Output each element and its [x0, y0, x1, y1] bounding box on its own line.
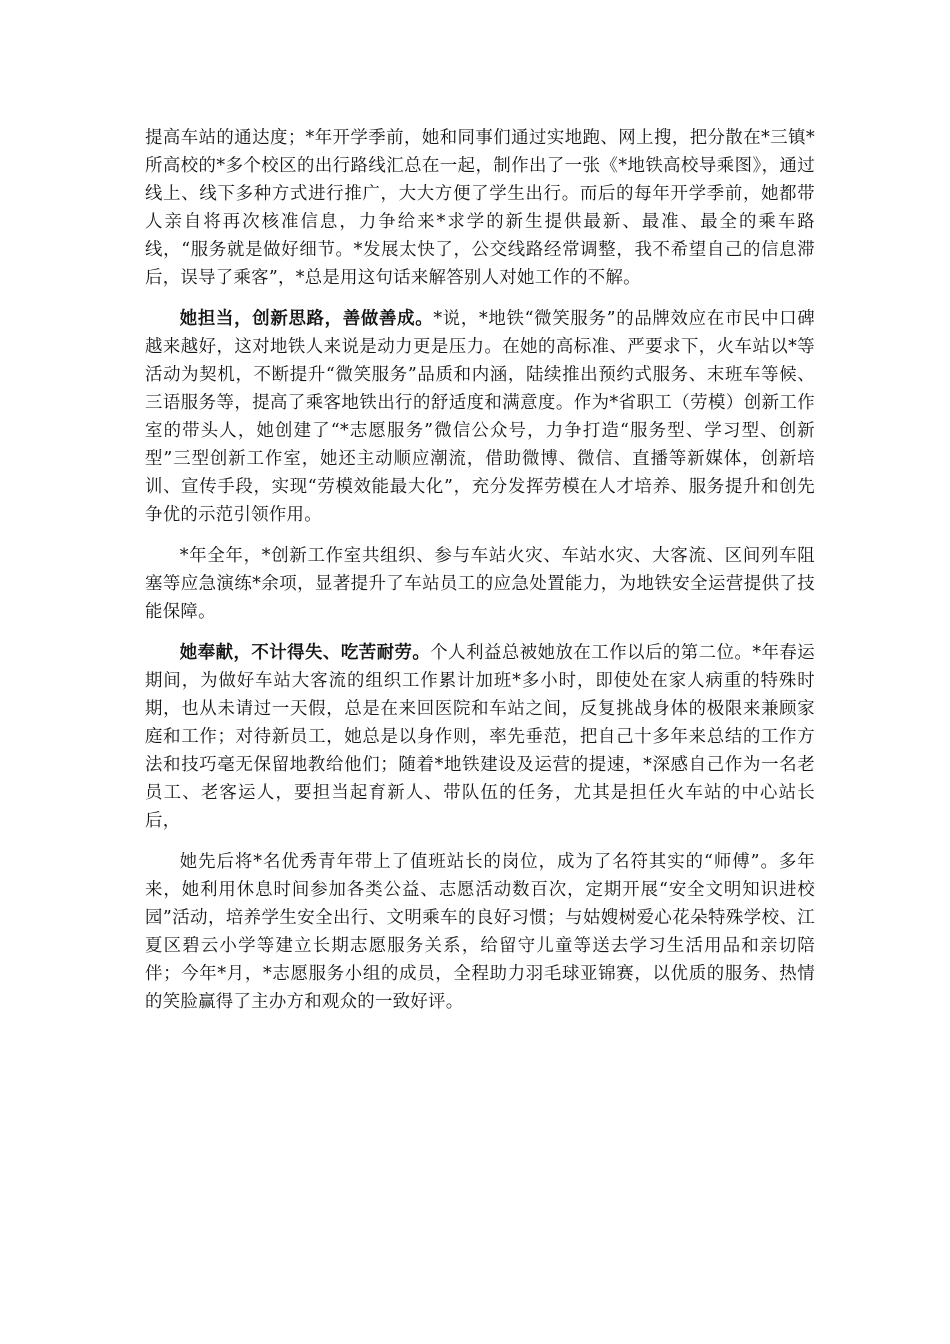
paragraph-text: *说，*地铁“微笑服务”的品牌效应在市民中口碑越来越好，这对地铁人来说是动力更是压力。在她的高标准、严要求下，火车站以*等活动为契机，不断提升“微笑服务”品质和内涵，陆续推出预约式服务、末班车等候、三语服务等，提高了乘客地铁出行的舒适度和满意度。作为*省职工（劳模）创新工作室的带头人，她创建了“*志愿服务”微信公众号，力争打造“服务型、学习型、创新型”三型创新工作室，她还主动顺应潮流，借助微博、微信、直播等新媒体，创新培训、宣传手段，实现“劳模效能最大化”，充分发挥劳模在人才培养、服务提升和创先争优的示范引领作用。	[145, 309, 815, 525]
paragraph-continuation	[145, 124, 815, 292]
paragraph-lead: 她奉献，不计得失、吃苦耐劳。	[179, 643, 431, 663]
paragraph-mentoring	[145, 848, 815, 1016]
paragraph-text: 她先后将*名优秀青年带上了值班站长的岗位，成为了名符其实的“师傅”。多年来，她利用休息时间参加各类公益、志愿活动数百次，定期开展“安全文明知识进校园”活动，培养学生安全出行、文明乘车的良好习惯；与姑嫂树爱心花朵特殊学校、江夏区碧云小学等建立长期志愿服务关系，给留守儿童等送去学习生活用品和亲切陪伴；今年*月，*志愿服务小组的成员，全程助力羽毛球亚锦赛，以优质的服务、热情的笑脸赢得了主办方和观众的一致好评。	[145, 852, 815, 1012]
paragraph-text: 个人利益总被她放在工作以后的第二位。*年春运期间，为做好车站大客流的组织工作累计加班*多小时，即使处在家人病重的特殊时期，也从未请过一天假，总是在来回医院和车站之间，反复挑战身体的极限来兼顾家庭和工作；对待新员工，她总是以身作则，率先垂范，把自己十多年来总结的工作方法和技巧毫无保留地教给他们；随着*地铁建设及运营的提速，*深感自己作为一名老员工、老客运人，要担当起育新人、带队伍的任务，尤其是担任火车站的中心站长后，	[145, 643, 815, 831]
paragraph-dedication	[145, 639, 815, 835]
paragraph-text: *年全年，*创新工作室共组织、参与车站火灾、车站水灾、大客流、区间列车阻塞等应急演练*余项，显著提升了车站员工的应急处置能力，为地铁安全运营提供了技能保障。	[145, 546, 815, 622]
paragraph-lead: 她担当，创新思路，善做善成。	[179, 309, 434, 329]
paragraph-responsibility	[145, 305, 815, 529]
paragraph-drills	[145, 542, 815, 626]
paragraph-text: 提高车站的通达度；*年开学季前，她和同事们通过实地跑、网上搜，把分散在*三镇*所高校的*多个校区的出行路线汇总在一起，制作出了一张《*地铁高校导乘图》，通过线上、线下多种方式进行推广，大大方便了学生出行。而后的每年开学季前，她都带人亲自将再次核准信息，力争给来*求学的新生提供最新、最准、最全的乘车路线，“服务就是做好细节。*发展太快了，公交线路经常调整，我不希望自己的信息滞后，误导了乘客”，*总是用这句话来解答别人对她工作的不解。	[145, 128, 815, 288]
document-page	[145, 124, 815, 1029]
